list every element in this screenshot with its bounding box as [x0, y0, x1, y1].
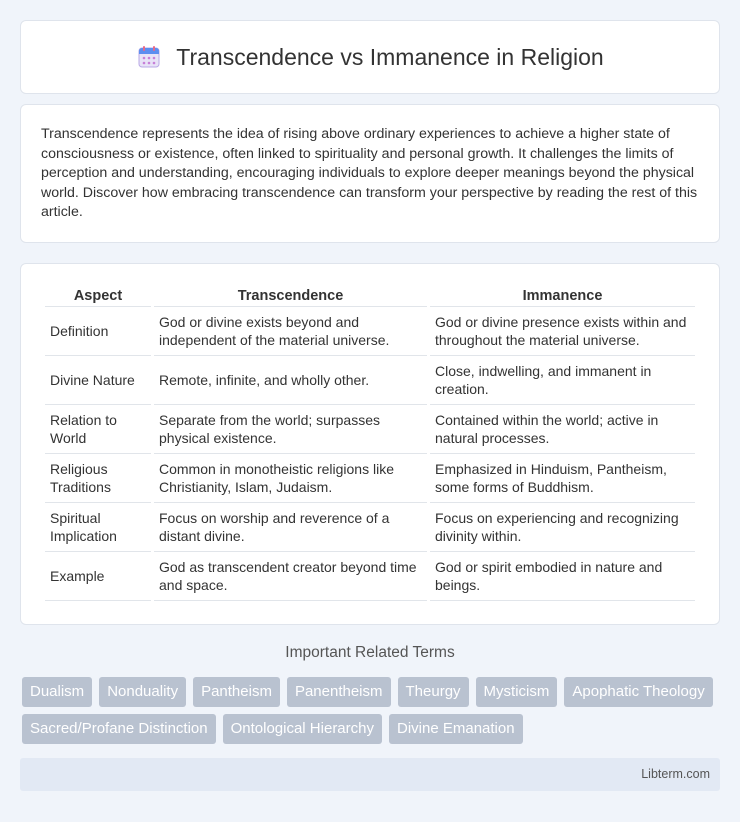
row-transcendence: Focus on worship and reverence of a distant divine.	[154, 503, 427, 552]
table-row	[45, 552, 695, 601]
row-transcendence: Separate from the world; surpasses physical existence.	[154, 405, 427, 454]
related-term-tag[interactable]: Sacred/Profane Distinction	[22, 714, 216, 744]
row-immanence: Emphasized in Hinduism, Pantheism, some forms of Buddhism.	[430, 454, 695, 503]
row-transcendence: Common in monotheistic religions like Christianity, Islam, Judaism.	[154, 454, 427, 503]
row-immanence: God or spirit embodied in nature and beings.	[430, 552, 695, 601]
row-immanence: Focus on experiencing and recognizing divinity within.	[430, 503, 695, 552]
row-aspect: Spiritual Implication	[45, 503, 151, 552]
header-transcendence: Transcendence	[154, 284, 427, 307]
related-term-tag[interactable]: Apophatic Theology	[564, 677, 712, 707]
related-term-tag[interactable]: Dualism	[22, 677, 92, 707]
related-terms-title: Important Related Terms	[285, 644, 455, 661]
footer	[20, 758, 720, 791]
table-header-row	[45, 284, 695, 307]
header-immanence: Immanence	[430, 284, 695, 307]
related-term-tag[interactable]: Divine Emanation	[389, 714, 523, 744]
row-immanence: Close, indwelling, and immanent in creation.	[430, 356, 695, 405]
related-term-tag[interactable]: Ontological Hierarchy	[223, 714, 382, 744]
related-term-tag[interactable]: Nonduality	[99, 677, 186, 707]
row-transcendence: God as transcendent creator beyond time and space.	[154, 552, 427, 601]
related-terms-list	[22, 677, 722, 744]
footer-site-link[interactable]: Libterm.com	[641, 767, 710, 781]
row-immanence: God or divine presence exists within and throughout the material universe.	[430, 307, 695, 356]
table-row	[45, 356, 695, 405]
row-aspect: Example	[45, 552, 151, 601]
row-transcendence: Remote, infinite, and wholly other.	[154, 356, 427, 405]
table-row	[45, 307, 695, 356]
related-term-tag[interactable]: Theurgy	[398, 677, 469, 707]
header-card	[20, 20, 720, 94]
comparison-table-card	[20, 263, 720, 625]
table-row	[45, 405, 695, 454]
header-aspect: Aspect	[45, 284, 151, 307]
intro-card	[20, 104, 720, 243]
row-aspect: Relation to World	[45, 405, 151, 454]
calendar-icon	[136, 44, 162, 70]
related-term-tag[interactable]: Panentheism	[287, 677, 391, 707]
row-aspect: Divine Nature	[45, 356, 151, 405]
page-title: Transcendence vs Immanence in Religion	[176, 43, 604, 70]
intro-text: Transcendence represents the idea of rising above ordinary experiences to achieve a higher state of consciousness or existence, often linked to spirituality and personal growth. It challenges the limits of perception and understanding, encouraging individuals to explore deeper meanings beyond the physical world. Discover how embracing transcendence can transform your perspective by reading the rest of this article.	[41, 126, 698, 221]
table-row	[45, 503, 695, 552]
related-term-tag[interactable]: Pantheism	[193, 677, 280, 707]
table-row	[45, 454, 695, 503]
related-term-tag[interactable]: Mysticism	[476, 677, 558, 707]
row-immanence: Contained within the world; active in natural processes.	[430, 405, 695, 454]
row-transcendence: God or divine exists beyond and independent of the material universe.	[154, 307, 427, 356]
row-aspect: Definition	[45, 307, 151, 356]
comparison-table	[42, 284, 698, 601]
row-aspect: Religious Traditions	[45, 454, 151, 503]
